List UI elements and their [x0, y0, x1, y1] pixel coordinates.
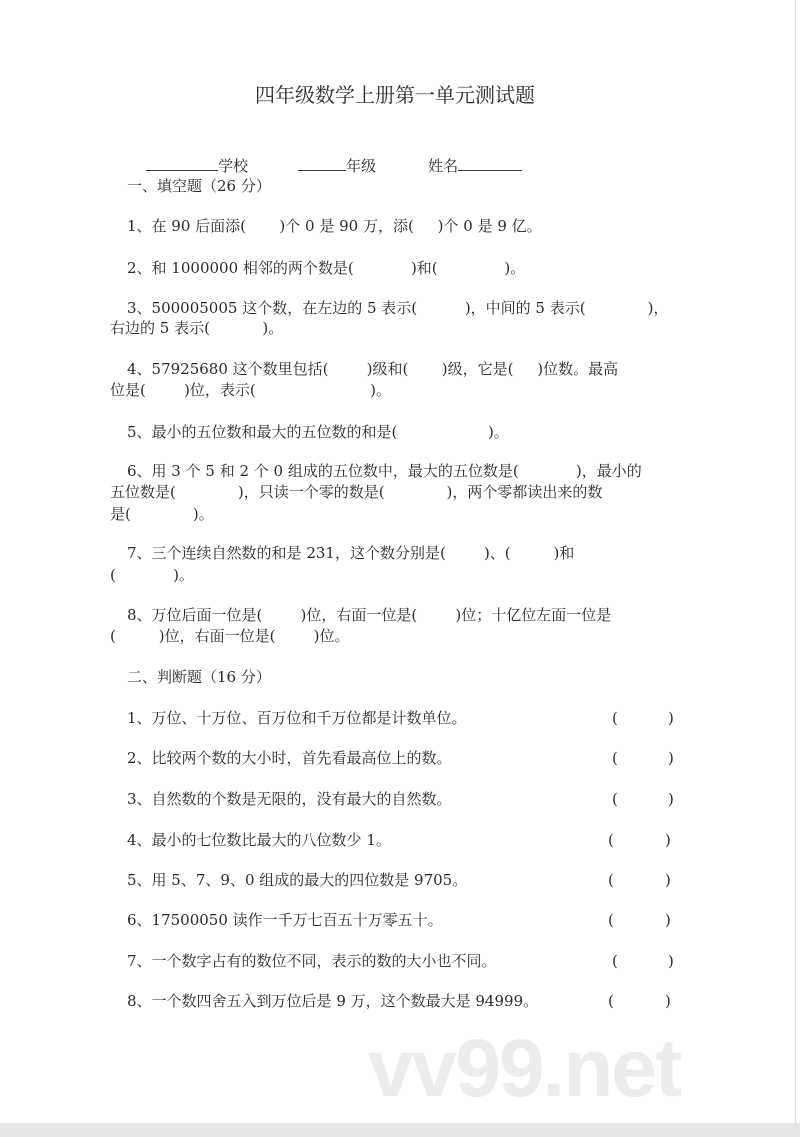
grade-blank[interactable] — [298, 156, 346, 171]
viewer-bottom-edge — [0, 1123, 800, 1137]
judgement-text-1: 1、万位、十万位、百万位和千万位都是计数单位。 — [127, 709, 467, 727]
name-blank[interactable] — [458, 156, 522, 171]
fill-question-6-cont: 五位数是( )，只读一个零的数是( )，两个零都读出来的数 — [110, 483, 603, 501]
fill-question-8: 8、万位后面一位是( )位，右面一位是( )位；十亿位左面一位是 — [127, 606, 612, 624]
fill-question-7-cont: ( )。 — [110, 566, 194, 584]
judgement-text-2: 2、比较两个数的大小时，首先看最高位上的数。 — [127, 749, 452, 767]
answer-open-paren: ( — [608, 871, 614, 889]
judgement-text-4: 4、最小的七位数比最大的八位数少 1。 — [127, 831, 391, 849]
fill-question-5: 5、最小的五位数和最大的五位数的和是( )。 — [127, 423, 509, 441]
grade-label: 年级 — [346, 157, 377, 175]
school-label: 学校 — [218, 157, 249, 175]
section1-heading: 一、填空题（26 分） — [127, 177, 271, 195]
answer-close-paren: ) — [665, 911, 671, 929]
judgement-text-6: 6、17500050 读作一千万七百五十万零五十。 — [127, 911, 443, 929]
answer-close-paren: ) — [668, 952, 674, 970]
fill-question-4-cont: 位是( )位，表示( )。 — [110, 381, 391, 399]
watermark: vv99.net — [368, 1023, 681, 1114]
answer-close-paren: ) — [668, 790, 674, 808]
answer-open-paren: ( — [608, 831, 614, 849]
fill-question-6: 6、用 3 个 5 和 2 个 0 组成的五位数中，最大的五位数是( )，最小的 — [127, 462, 642, 480]
judgement-text-3: 3、自然数的个数是无限的，没有最大的自然数。 — [127, 790, 452, 808]
section2-heading: 二、判断题（16 分） — [127, 668, 271, 686]
answer-open-paren: ( — [612, 749, 618, 767]
judgement-text-8: 8、一个数四舍五入到万位后是 9 万，这个数最大是 94999。 — [127, 992, 539, 1010]
answer-open-paren: ( — [612, 952, 618, 970]
fill-question-8-cont: ( )位，右面一位是( )位。 — [110, 627, 350, 645]
answer-open-paren: ( — [608, 992, 614, 1010]
answer-open-paren: ( — [608, 911, 614, 929]
fill-question-1: 1、在 90 后面添( )个 0 是 90 万，添( )个 0 是 9 亿。 — [127, 217, 542, 235]
answer-close-paren: ) — [665, 831, 671, 849]
judgement-text-5: 5、用 5、7、9、0 组成的最大的四位数是 9705。 — [127, 871, 468, 889]
fill-question-6-cont2: 是( )。 — [110, 505, 214, 523]
fill-question-3-cont: 右边的 5 表示( )。 — [110, 319, 284, 337]
answer-close-paren: ) — [668, 749, 674, 767]
fill-question-7: 7、三个连续自然数的和是 231，这个数分别是( )、( )和 — [127, 544, 575, 562]
answer-close-paren: ) — [665, 992, 671, 1010]
answer-close-paren: ) — [665, 871, 671, 889]
answer-open-paren: ( — [612, 709, 618, 727]
name-label: 姓名 — [428, 157, 459, 175]
answer-open-paren: ( — [612, 790, 618, 808]
fill-question-4: 4、57925680 这个数里包括( )级和( )级，它是( )位数。最高 — [127, 360, 619, 378]
page-title: 四年级数学上册第一单元测试题 — [255, 83, 535, 107]
judgement-text-7: 7、一个数字占有的数位不同，表示的数的大小也不同。 — [127, 952, 497, 970]
fill-question-3: 3、500005005 这个数，在左边的 5 表示( )，中间的 5 表示( )， — [127, 299, 669, 317]
answer-close-paren: ) — [668, 709, 674, 727]
school-blank[interactable] — [146, 156, 218, 171]
fill-question-2: 2、和 1000000 相邻的两个数是( )和( )。 — [127, 259, 526, 277]
